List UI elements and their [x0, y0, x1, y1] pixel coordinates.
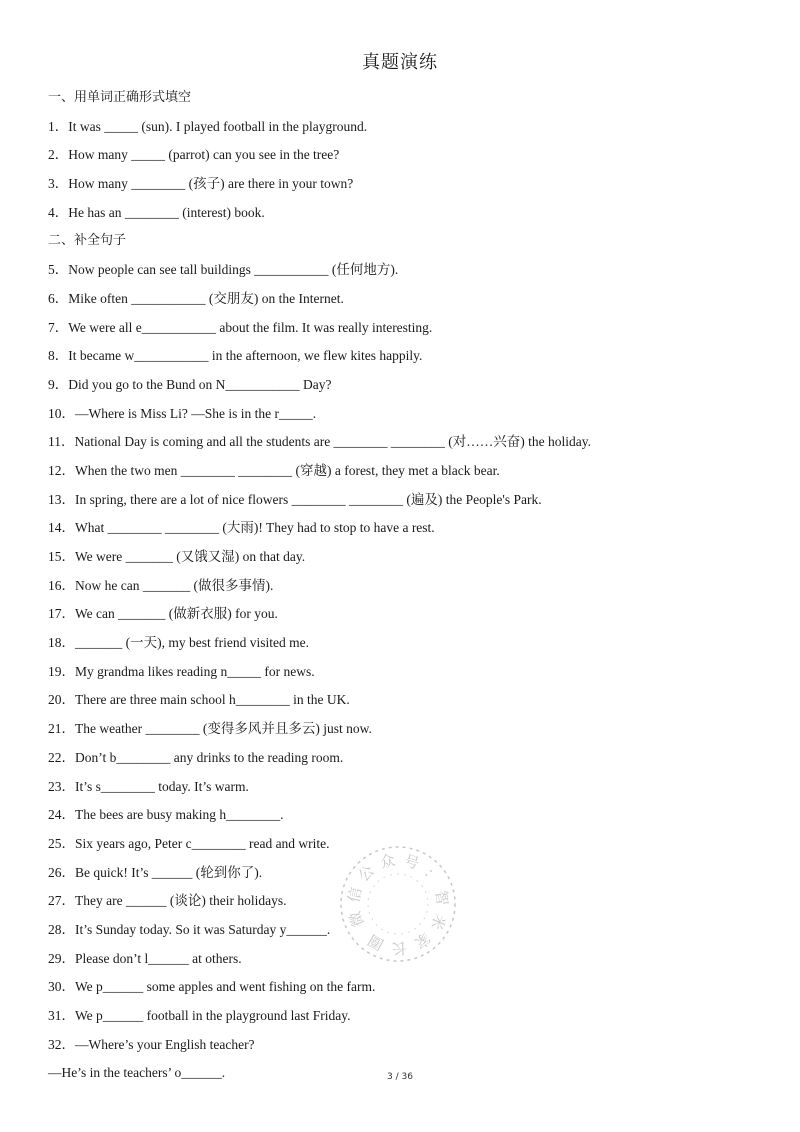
question-item: 16．Now he can _______ (做很多事情). — [48, 577, 274, 593]
question-item: 3．How many ________ (孩子) are there in your town? — [48, 176, 354, 192]
svg-text:家: 家 — [411, 928, 434, 953]
watermark-stamp-icon — [336, 842, 460, 966]
question-item: 7．We were all e___________ about the film. It was really interesting. — [48, 319, 433, 335]
question-item: 14．What ________ ________ (大雨)! They had to stop to have a rest. — [48, 520, 435, 536]
page-number: 3 / 36 — [387, 1072, 413, 1082]
svg-text:微: 微 — [345, 908, 368, 930]
section-heading: 二、补全句子 — [48, 233, 127, 249]
question-item: 2．How many _____ (parrot) can you see in the tree? — [48, 147, 340, 163]
question-item: 12．When the two men ________ ________ (穿越) a forest, they met a black bear. — [48, 462, 500, 478]
svg-text:智: 智 — [431, 889, 452, 907]
question-item: 27．They are ______ (谈论) their holidays. — [48, 893, 287, 909]
question-item: 13．In spring, there are a lot of nice flowers ________ ________ (遍及) the People's Park. — [48, 491, 542, 507]
page-title: 真题演练 — [362, 52, 438, 73]
question-item: 19．My grandma likes reading n_____ for news. — [48, 663, 315, 679]
svg-text:公: 公 — [354, 861, 378, 886]
svg-text:号: 号 — [401, 851, 422, 874]
question-item: 24．The bees are busy making h________. — [48, 807, 284, 823]
section-heading: 一、用单词正确形式填空 — [48, 90, 192, 105]
question-item: 17．We can _______ (做新衣服) for you. — [48, 606, 278, 622]
question-item: 23．It’s s________ today. It’s warm. — [48, 778, 249, 794]
svg-text:：: ： — [419, 864, 444, 888]
question-item: 30．We p______ some apples and went fishing on the farm. — [48, 979, 376, 995]
question-item: 18．_______ (一天), my best friend visited me. — [48, 635, 309, 651]
svg-text:众: 众 — [377, 850, 397, 872]
question-item: 5．Now people can see tall buildings ___________ (任何地方). — [48, 262, 399, 278]
question-item: 21．The weather ________ (变得多风并且多云) just now. — [48, 721, 372, 737]
question-item: 4．He has an ________ (interest) book. — [48, 204, 265, 220]
question-item: 20．There are three main school h________ in the UK. — [48, 692, 350, 708]
question-item: 11．National Day is coming and all the students are ________ ________ (对……兴奋) the holiday. — [48, 434, 592, 450]
svg-text:米: 米 — [426, 911, 450, 933]
question-item: 22．Don’t b________ any drinks to the reading room. — [48, 749, 344, 765]
question-item: 31．We p______ football in the playground last Friday. — [48, 1008, 351, 1023]
svg-text:圈: 圈 — [364, 930, 388, 954]
question-item: 1．It was _____ (sun). I played football in the playground. — [48, 118, 368, 134]
question-item: 28．It’s Sunday today. So it was Saturday y______. — [48, 921, 331, 937]
question-item: —He’s in the teachers’ o______. — [48, 1065, 226, 1081]
question-item: 32．—Where’s your English teacher? — [48, 1036, 255, 1052]
question-item: 10．—Where is Miss Li? —She is in the r_____. — [48, 405, 317, 421]
question-item: 15．We were _______ (又饿又湿) on that day. — [48, 549, 306, 564]
question-item: 8．It became w___________ in the afternoon, we flew kites happily. — [48, 348, 423, 364]
question-item: 9．Did you go to the Bund on N___________ Day? — [48, 376, 332, 392]
svg-text:信: 信 — [344, 885, 366, 905]
question-item: 25．Six years ago, Peter c________ read and write. — [48, 835, 330, 851]
question-item: 26．Be quick! It’s ______ (轮到你了). — [48, 864, 263, 880]
question-item: 29．Please don’t l______ at others. — [48, 950, 242, 966]
question-item: 6．Mike often ___________ (交朋友) on the Internet. — [48, 290, 344, 306]
svg-text:长: 长 — [391, 938, 408, 958]
